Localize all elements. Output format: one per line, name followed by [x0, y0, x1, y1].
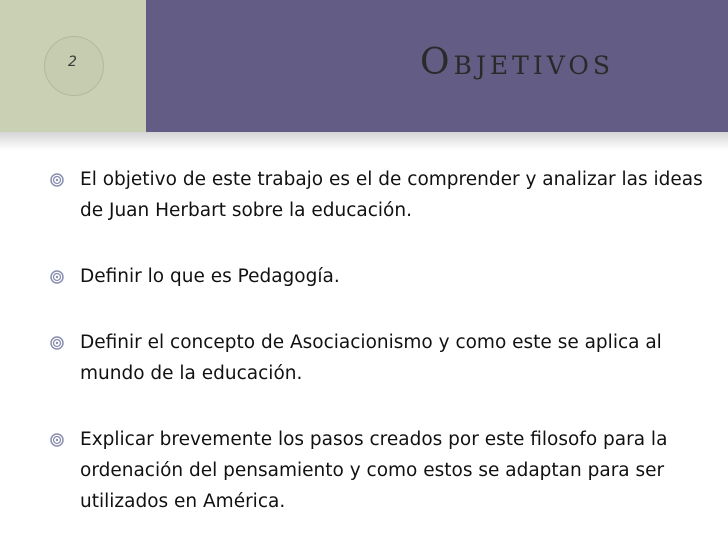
bullet-item: [50, 424, 710, 517]
bullet-text: Explicar brevemente los pasos creados por este filosofo para la ordenación del pensamiento y como estos se adaptan para ser utilizados en América.: [80, 429, 668, 512]
header-shadow: [0, 132, 728, 150]
concentric-circle-bullet-icon: [50, 336, 64, 350]
bullet-list: [50, 164, 710, 517]
bullet-item: [50, 164, 710, 226]
concentric-circle-bullet-icon: [50, 173, 64, 187]
bullet-item: [50, 261, 710, 292]
page-number: 2: [68, 54, 77, 70]
bullet-text: El objetivo de este trabajo es el de comprender y analizar las ideas de Juan Herbart sobre la educación.: [80, 169, 703, 221]
slide-title: Objetivos: [420, 42, 614, 83]
bullet-text: Definir lo que es Pedagogía.: [80, 266, 340, 287]
concentric-circle-bullet-icon: [50, 433, 64, 447]
bullet-item: [50, 327, 710, 389]
concentric-circle-bullet-icon: [50, 270, 64, 284]
bullet-text: Definir el concepto de Asociacionismo y como este se aplica al mundo de la educación.: [80, 332, 662, 384]
